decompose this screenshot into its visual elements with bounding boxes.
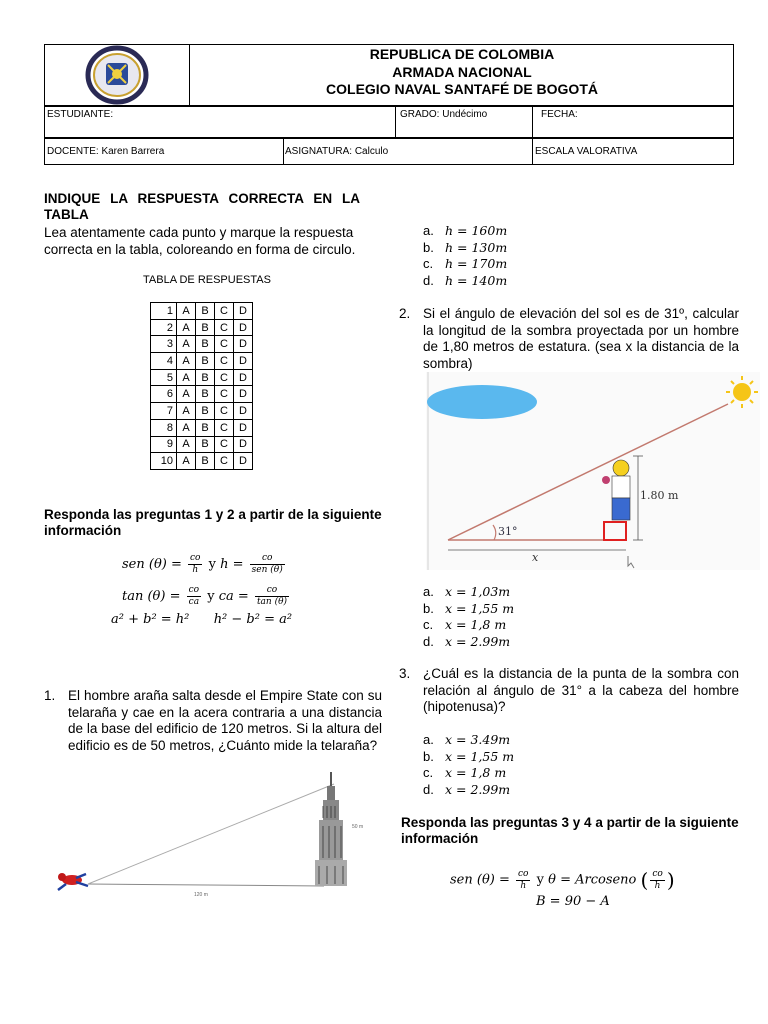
- answer-row-number: 3: [151, 336, 177, 353]
- option-value: h = 140m: [445, 272, 508, 288]
- formula-sen: [122, 553, 287, 576]
- formula-b-eq: B = 90 − A: [536, 894, 610, 909]
- answer-option-cell[interactable]: A: [177, 419, 196, 436]
- answer-option-cell[interactable]: B: [196, 353, 215, 370]
- frac-co-h: $\frac{co}{h}$: [190, 553, 201, 575]
- instructions-title: INDIQUE LA RESPUESTA CORRECTA EN LA TABLA: [44, 191, 360, 222]
- answer-option-cell[interactable]: C: [215, 319, 234, 336]
- q1-diagram: [44, 766, 384, 906]
- q2-height-label: 1.80 m: [640, 489, 679, 502]
- q3-text: ¿Cuál es la distancia de la punta de la sombra con relación al ángulo de 31° a la cabeza del hombre (hipotenusa)?: [423, 666, 739, 714]
- option-label: a.: [423, 584, 434, 599]
- answer-option-cell[interactable]: A: [177, 319, 196, 336]
- answer-option-cell[interactable]: C: [215, 369, 234, 386]
- answer-row-number: 8: [151, 419, 177, 436]
- q3-options: [423, 732, 514, 798]
- q1-web-line: [88, 784, 334, 884]
- q2-options: [423, 584, 514, 650]
- escala-label: ESCALA VALORATIVA: [535, 146, 638, 157]
- answer-option-cell[interactable]: B: [196, 453, 215, 470]
- answer-row-number: 9: [151, 436, 177, 453]
- answer-table: [150, 302, 253, 470]
- answer-option-cell[interactable]: A: [177, 353, 196, 370]
- q2-option-c[interactable]: [423, 617, 514, 634]
- header-line-1: REPUBLICA DE COLOMBIA: [369, 46, 555, 62]
- option-label: d.: [423, 633, 434, 649]
- answer-option-cell[interactable]: B: [196, 419, 215, 436]
- answer-option-cell[interactable]: D: [234, 369, 253, 386]
- answer-option-cell[interactable]: D: [234, 403, 253, 420]
- q3-option-d[interactable]: [423, 782, 514, 799]
- option-value: x = 1,8 m: [445, 617, 507, 632]
- answer-option-cell[interactable]: D: [234, 419, 253, 436]
- option-value: h = 130m: [445, 239, 508, 255]
- option-value: h = 170m: [445, 256, 508, 271]
- section2-title: Responda las preguntas 3 y 4 a partir de la siguiente información: [401, 815, 739, 846]
- q2-option-d[interactable]: [423, 634, 514, 651]
- q2-option-b[interactable]: [423, 601, 514, 618]
- q2-x-label: x: [532, 551, 539, 564]
- answer-option-cell[interactable]: A: [177, 436, 196, 453]
- formula-arcoseno: sen (θ) = $\frac{co}{h}$ y θ = Arcoseno ( $\frac{co}{h}$ ): [450, 868, 675, 892]
- asignatura-label: ASIGNATURA: Calculo: [285, 146, 389, 157]
- formula-sen-lhs: sen (θ) =: [122, 557, 182, 572]
- formula-h-eq: h =: [220, 557, 244, 572]
- option-label: b.: [423, 748, 434, 764]
- option-label: c.: [423, 617, 434, 632]
- grado-label[interactable]: GRADO: Undécimo: [400, 109, 488, 120]
- option-value: x = 2.99m: [445, 781, 511, 797]
- answer-option-cell[interactable]: B: [196, 336, 215, 353]
- school-crest-icon: [44, 44, 190, 106]
- q1-option-c[interactable]: [423, 256, 507, 273]
- q3-number: 3.: [399, 666, 411, 681]
- formula-pythagoras: [111, 612, 292, 627]
- answer-option-cell[interactable]: C: [215, 303, 234, 320]
- q2-angle-label: 31°: [498, 525, 518, 538]
- answer-row: [151, 336, 253, 353]
- answer-row: [151, 353, 253, 370]
- q2-option-a[interactable]: [423, 584, 514, 601]
- info-row-2: [44, 138, 734, 165]
- q1-number: 1.: [44, 688, 56, 703]
- answer-option-cell[interactable]: D: [234, 386, 253, 403]
- logo-cell: [44, 44, 190, 106]
- answer-option-cell[interactable]: A: [177, 386, 196, 403]
- q2-diagram: [426, 372, 760, 570]
- option-label: a.: [423, 223, 434, 238]
- formula2-theta: θ = Arcoseno: [548, 872, 637, 888]
- formula-tan-lhs: tan (θ) =: [122, 589, 181, 604]
- frac-co-ca: $\frac{co}{ca}$: [188, 585, 200, 607]
- answer-row: [151, 369, 253, 386]
- answer-option-cell[interactable]: D: [234, 436, 253, 453]
- answer-option-cell[interactable]: C: [215, 403, 234, 420]
- formula-pyth1: a² + b² = h²: [111, 612, 190, 627]
- answer-option-cell[interactable]: D: [234, 336, 253, 353]
- answer-row-number: 10: [151, 453, 177, 470]
- header-line-3: COLEGIO NAVAL SANTAFÉ DE BOGOTÁ: [326, 81, 598, 97]
- answer-option-cell[interactable]: A: [177, 369, 196, 386]
- section1-title: Responda las preguntas 1 y 2 a partir de la siguiente información: [44, 507, 382, 538]
- q1-height-label: 50 m: [352, 824, 364, 830]
- q1-base-label: 120 m: [194, 892, 208, 898]
- option-label: d.: [423, 272, 434, 288]
- answer-row-number: 7: [151, 403, 177, 420]
- option-label: d.: [423, 781, 434, 797]
- answer-option-cell[interactable]: D: [234, 319, 253, 336]
- answer-option-cell[interactable]: C: [215, 353, 234, 370]
- empire-state-icon: [315, 772, 347, 886]
- blurred-patch: [427, 385, 537, 419]
- answer-row-number: 4: [151, 353, 177, 370]
- answer-option-cell[interactable]: B: [196, 319, 215, 336]
- answer-row: [151, 403, 253, 420]
- option-label: c.: [423, 765, 434, 780]
- header-line-2: ARMADA NACIONAL: [392, 63, 532, 80]
- answer-option-cell[interactable]: C: [215, 386, 234, 403]
- q1-option-d[interactable]: [423, 273, 507, 290]
- option-value: x = 1,55 m: [445, 600, 515, 616]
- answer-row: [151, 453, 253, 470]
- answer-row: [151, 319, 253, 336]
- answer-option-cell[interactable]: C: [215, 336, 234, 353]
- info-row-1: [44, 106, 734, 138]
- option-value: h = 160m: [445, 223, 508, 238]
- formula2-y: y: [536, 872, 544, 888]
- answer-row-number: 5: [151, 369, 177, 386]
- frac3-co-h: $\frac{co}{h}$: [652, 868, 663, 891]
- answer-table-title: TABLA DE RESPUESTAS: [143, 274, 271, 286]
- answer-option-cell[interactable]: C: [215, 419, 234, 436]
- option-label: c.: [423, 256, 434, 271]
- answer-option-cell[interactable]: A: [177, 303, 196, 320]
- answer-option-cell[interactable]: B: [196, 403, 215, 420]
- answer-option-cell[interactable]: A: [177, 403, 196, 420]
- option-value: x = 1,55 m: [445, 748, 515, 764]
- frac-co-sen: $\frac{co}{\text{sen (θ)}}$: [251, 553, 283, 575]
- answer-row: [151, 386, 253, 403]
- formula2-sen-lhs: sen (θ) =: [450, 872, 510, 888]
- answer-option-cell[interactable]: D: [234, 453, 253, 470]
- answer-row-number: 6: [151, 386, 177, 403]
- formula-tan: [122, 585, 291, 608]
- answer-option-cell[interactable]: D: [234, 303, 253, 320]
- answer-option-cell[interactable]: A: [177, 453, 196, 470]
- q1-option-b[interactable]: [423, 240, 507, 257]
- option-label: b.: [423, 239, 434, 255]
- spiderman-icon: [58, 873, 88, 890]
- option-value: x = 1,03m: [445, 584, 511, 599]
- option-value: x = 2.99m: [445, 633, 511, 649]
- fecha-label[interactable]: FECHA:: [541, 109, 578, 120]
- answer-option-cell[interactable]: B: [196, 386, 215, 403]
- formula-pyth2: h² − b² = a²: [213, 612, 293, 627]
- formula-ca-eq: ca =: [218, 589, 249, 604]
- answer-option-cell[interactable]: B: [196, 369, 215, 386]
- frac-co-tan: $\frac{co}{\tan (\theta)}$: [256, 585, 288, 607]
- formula-y1: y: [208, 557, 216, 572]
- option-label: a.: [423, 732, 434, 747]
- q2-number: 2.: [399, 306, 411, 321]
- instructions-body: Lea atentamente cada punto y marque la respuesta correcta en la tabla, coloreando en forma de circulo.: [44, 225, 356, 257]
- header-title: [190, 46, 734, 99]
- answer-row-number: 2: [151, 319, 177, 336]
- answer-row: [151, 303, 253, 320]
- answer-option-cell[interactable]: D: [234, 353, 253, 370]
- q1-ground-line: [88, 884, 324, 886]
- frac2-co-h: $\frac{co}{h}$: [518, 868, 529, 891]
- answer-option-cell[interactable]: B: [196, 303, 215, 320]
- option-value: x = 1,8 m: [445, 765, 507, 780]
- docente-label: DOCENTE: Karen Barrera: [47, 146, 165, 157]
- answer-row: [151, 436, 253, 453]
- q1-text: El hombre araña salta desde el Empire State con su telaraña y cae en la acera contraria a una distancia de la base del edificio de 120 metros. Si la altura del edificio es de 50 metros, ¿Cuánto mide la telaraña?: [68, 688, 382, 753]
- q2-text: Si el ángulo de elevación del sol es de 31º, calcular la longitud de la sombra proyectada por un hombre de 1,80 metros de estatura. (sea x la distancia de la sombra): [423, 306, 739, 371]
- answer-option-cell[interactable]: C: [215, 453, 234, 470]
- formula-y2: y: [207, 589, 215, 604]
- option-label: b.: [423, 600, 434, 616]
- q3-option-b[interactable]: [423, 749, 514, 766]
- q1-option-a[interactable]: [423, 223, 507, 240]
- estudiante-label[interactable]: ESTUDIANTE:: [47, 109, 114, 120]
- q1-options: [423, 223, 507, 289]
- answer-option-cell[interactable]: A: [177, 336, 196, 353]
- answer-option-cell[interactable]: C: [215, 436, 234, 453]
- q3-option-c[interactable]: [423, 765, 514, 782]
- answer-row-number: 1: [151, 303, 177, 320]
- answer-row: [151, 419, 253, 436]
- option-value: x = 3.49m: [445, 732, 511, 747]
- answer-option-cell[interactable]: B: [196, 436, 215, 453]
- q3-option-a[interactable]: [423, 732, 514, 749]
